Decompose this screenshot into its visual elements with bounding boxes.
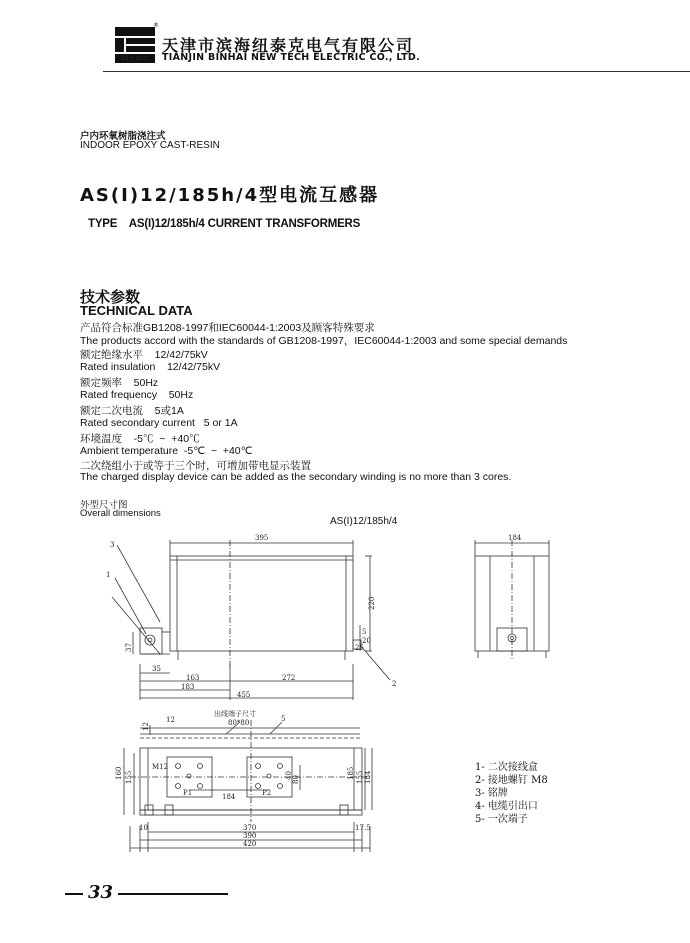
- spec-line: Ambient temperature -5℃ ~ +40℃: [80, 445, 253, 457]
- spec-line: 产品符合标准GB1208-1997和IEC60044-1:2003及顾客特殊要求: [80, 322, 375, 334]
- dim-label: 272: [282, 674, 296, 682]
- model-label: AS(I)12/185h/4: [330, 516, 398, 527]
- spec-line: The charged display device can be added as the secondary winding is no more than 3 cores.: [80, 471, 512, 483]
- dim-label: 185: [347, 766, 355, 780]
- type-line: TYPE AS(I)12/185h/4 CURRENT TRANSFORMERS: [88, 218, 361, 230]
- dim-label: 163: [186, 674, 200, 682]
- dim-label: 183: [181, 683, 195, 691]
- spec-line: 额定二次电流 5或1A: [80, 405, 184, 417]
- spec-line: Rated insulation 12/42/75kV: [80, 361, 221, 373]
- callout-label: 2: [392, 680, 397, 688]
- page-number: 33: [88, 882, 114, 903]
- subtitle-cn: 户内环氧树脂浇注式: [80, 131, 166, 142]
- dim-label: 40: [285, 771, 293, 780]
- terminal-size-value: 80*80: [228, 719, 250, 727]
- terminal-size-label: 出线端子尺寸: [214, 710, 256, 718]
- spec-line: 额定绝缘水平 12/42/75kV: [80, 349, 208, 361]
- technical-heading-cn: 技术参数: [80, 288, 141, 306]
- legend-item: 1- 二次接线盒: [475, 762, 538, 773]
- dim-label: 12: [166, 716, 175, 724]
- spec-line: 二次绕组小于或等于三个时，可增加带电显示装置: [80, 460, 311, 472]
- terminal-p1-label: P1: [183, 789, 193, 797]
- company-name-en: TIANJIN BINHAI NEW TECH ELECTRIC CO., LTD.: [162, 52, 420, 63]
- dim-label: 455: [237, 691, 251, 699]
- callout-label: 3: [110, 541, 115, 549]
- dim-label: 37: [125, 643, 133, 652]
- page-title: AS(I)12/185h/4型电流互感器: [80, 185, 380, 206]
- page-number-rule-right: [118, 893, 228, 895]
- dim-label: 25: [355, 644, 364, 652]
- thread-label: M12: [152, 763, 169, 771]
- dimensions-heading-en: Overall dimensions: [80, 508, 161, 519]
- dimensions-heading-cn: 外型尺寸图: [80, 500, 128, 511]
- dim-label: 155: [356, 770, 364, 784]
- spec-line: 环境温度 -5℃ ~ +40℃: [80, 433, 200, 445]
- dim-label: 5: [362, 628, 367, 636]
- page-number-rule-left: [65, 893, 83, 895]
- dim-label: 420: [243, 840, 257, 848]
- dim-label: 12: [142, 722, 150, 731]
- dim-label: 35: [152, 665, 161, 673]
- dim-label: 390: [243, 832, 257, 840]
- legend-item: 4- 电缆引出口: [475, 801, 538, 812]
- dim-label: 17.5: [355, 824, 371, 832]
- terminal-p2-label: P2: [262, 789, 272, 797]
- dim-label: 184: [222, 793, 236, 801]
- legend-item: 3- 铭牌: [475, 788, 508, 799]
- dim-label: 10: [139, 824, 148, 832]
- spec-line: Rated secondary current 5 or 1A: [80, 417, 238, 429]
- legend-item: 5- 一次端子: [475, 814, 528, 825]
- dim-label: 370: [243, 824, 257, 832]
- company-name-cn: 天津市滨海纽泰克电气有限公司: [162, 36, 415, 55]
- registered-mark: ®: [153, 22, 159, 29]
- logo-text: BINHAI: [121, 55, 149, 63]
- dim-label: 20: [362, 637, 371, 645]
- dim-label: 395: [255, 534, 269, 542]
- subtitle-en: INDOOR EPOXY CAST-RESIN: [80, 140, 220, 151]
- dim-label: 80: [292, 775, 300, 784]
- dim-label: 184: [364, 770, 372, 784]
- spec-line: The products accord with the standards of GB1208-1997，IEC60044-1:2003 and some special demands: [80, 335, 568, 347]
- dim-label: 220: [368, 596, 376, 610]
- spec-line: Rated frequency 50Hz: [80, 389, 194, 401]
- technical-heading-en: TECHNICAL DATA: [80, 303, 193, 318]
- spec-line: 额定频率 50Hz: [80, 377, 159, 389]
- dim-label: 160: [115, 766, 123, 780]
- dim-label: 155: [125, 770, 133, 784]
- dim-label: 184: [508, 534, 522, 542]
- legend-item: 2- 接地螺钉 M8: [475, 775, 548, 786]
- callout-label: 1: [106, 571, 111, 579]
- front-view-body: [170, 556, 353, 651]
- callout-label: 5: [281, 715, 286, 723]
